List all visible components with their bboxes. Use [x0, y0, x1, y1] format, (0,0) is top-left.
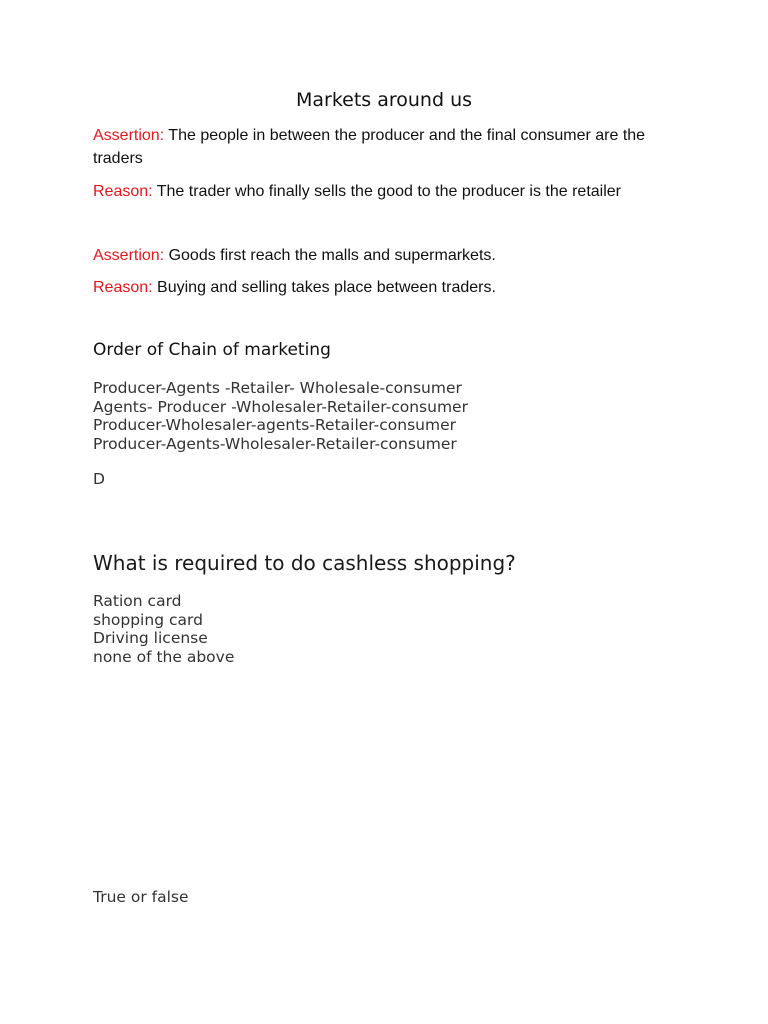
option-d: none of the above: [93, 647, 235, 666]
assertion-text: Goods first reach the malls and supermarkets.: [164, 247, 496, 264]
reason-2: [93, 276, 683, 299]
true-false-heading: True or false: [93, 888, 189, 906]
option-c: Producer-Wholesaler-agents-Retailer-consumer: [93, 416, 457, 434]
option-b: Agents- Producer -Wholesaler-Retailer-consumer: [93, 397, 468, 416]
option-b: shopping card: [93, 610, 203, 629]
assertion-label: Assertion:: [93, 127, 165, 144]
reason-text: Buying and selling takes place between traders.: [152, 279, 496, 296]
reason-text: The trader who finally sells the good to the producer is the retailer: [152, 183, 621, 200]
assertion-text: The people in between the producer and the final consumer are the traders: [93, 127, 646, 167]
reason-label: Reason:: [93, 279, 153, 296]
chain-options: [93, 379, 468, 453]
assertion-label: Assertion:: [93, 247, 165, 264]
page-title: Markets around us: [295, 89, 473, 111]
reason-1: [93, 180, 683, 203]
option-c: Driving license: [93, 629, 208, 647]
option-a: Ration card: [93, 592, 182, 610]
assertion-1: [93, 124, 683, 170]
cashless-options: [93, 592, 234, 666]
reason-label: Reason:: [93, 183, 153, 200]
cashless-question: What is required to do cashless shopping?: [93, 551, 516, 575]
option-d: Producer-Agents-Wholesaler-Retailer-consumer: [93, 434, 457, 453]
assertion-2: [93, 244, 683, 267]
chain-heading: Order of Chain of marketing: [93, 340, 331, 360]
chain-answer: D: [93, 470, 105, 488]
option-a: Producer-Agents -Retailer- Wholesale-consumer: [93, 379, 462, 397]
